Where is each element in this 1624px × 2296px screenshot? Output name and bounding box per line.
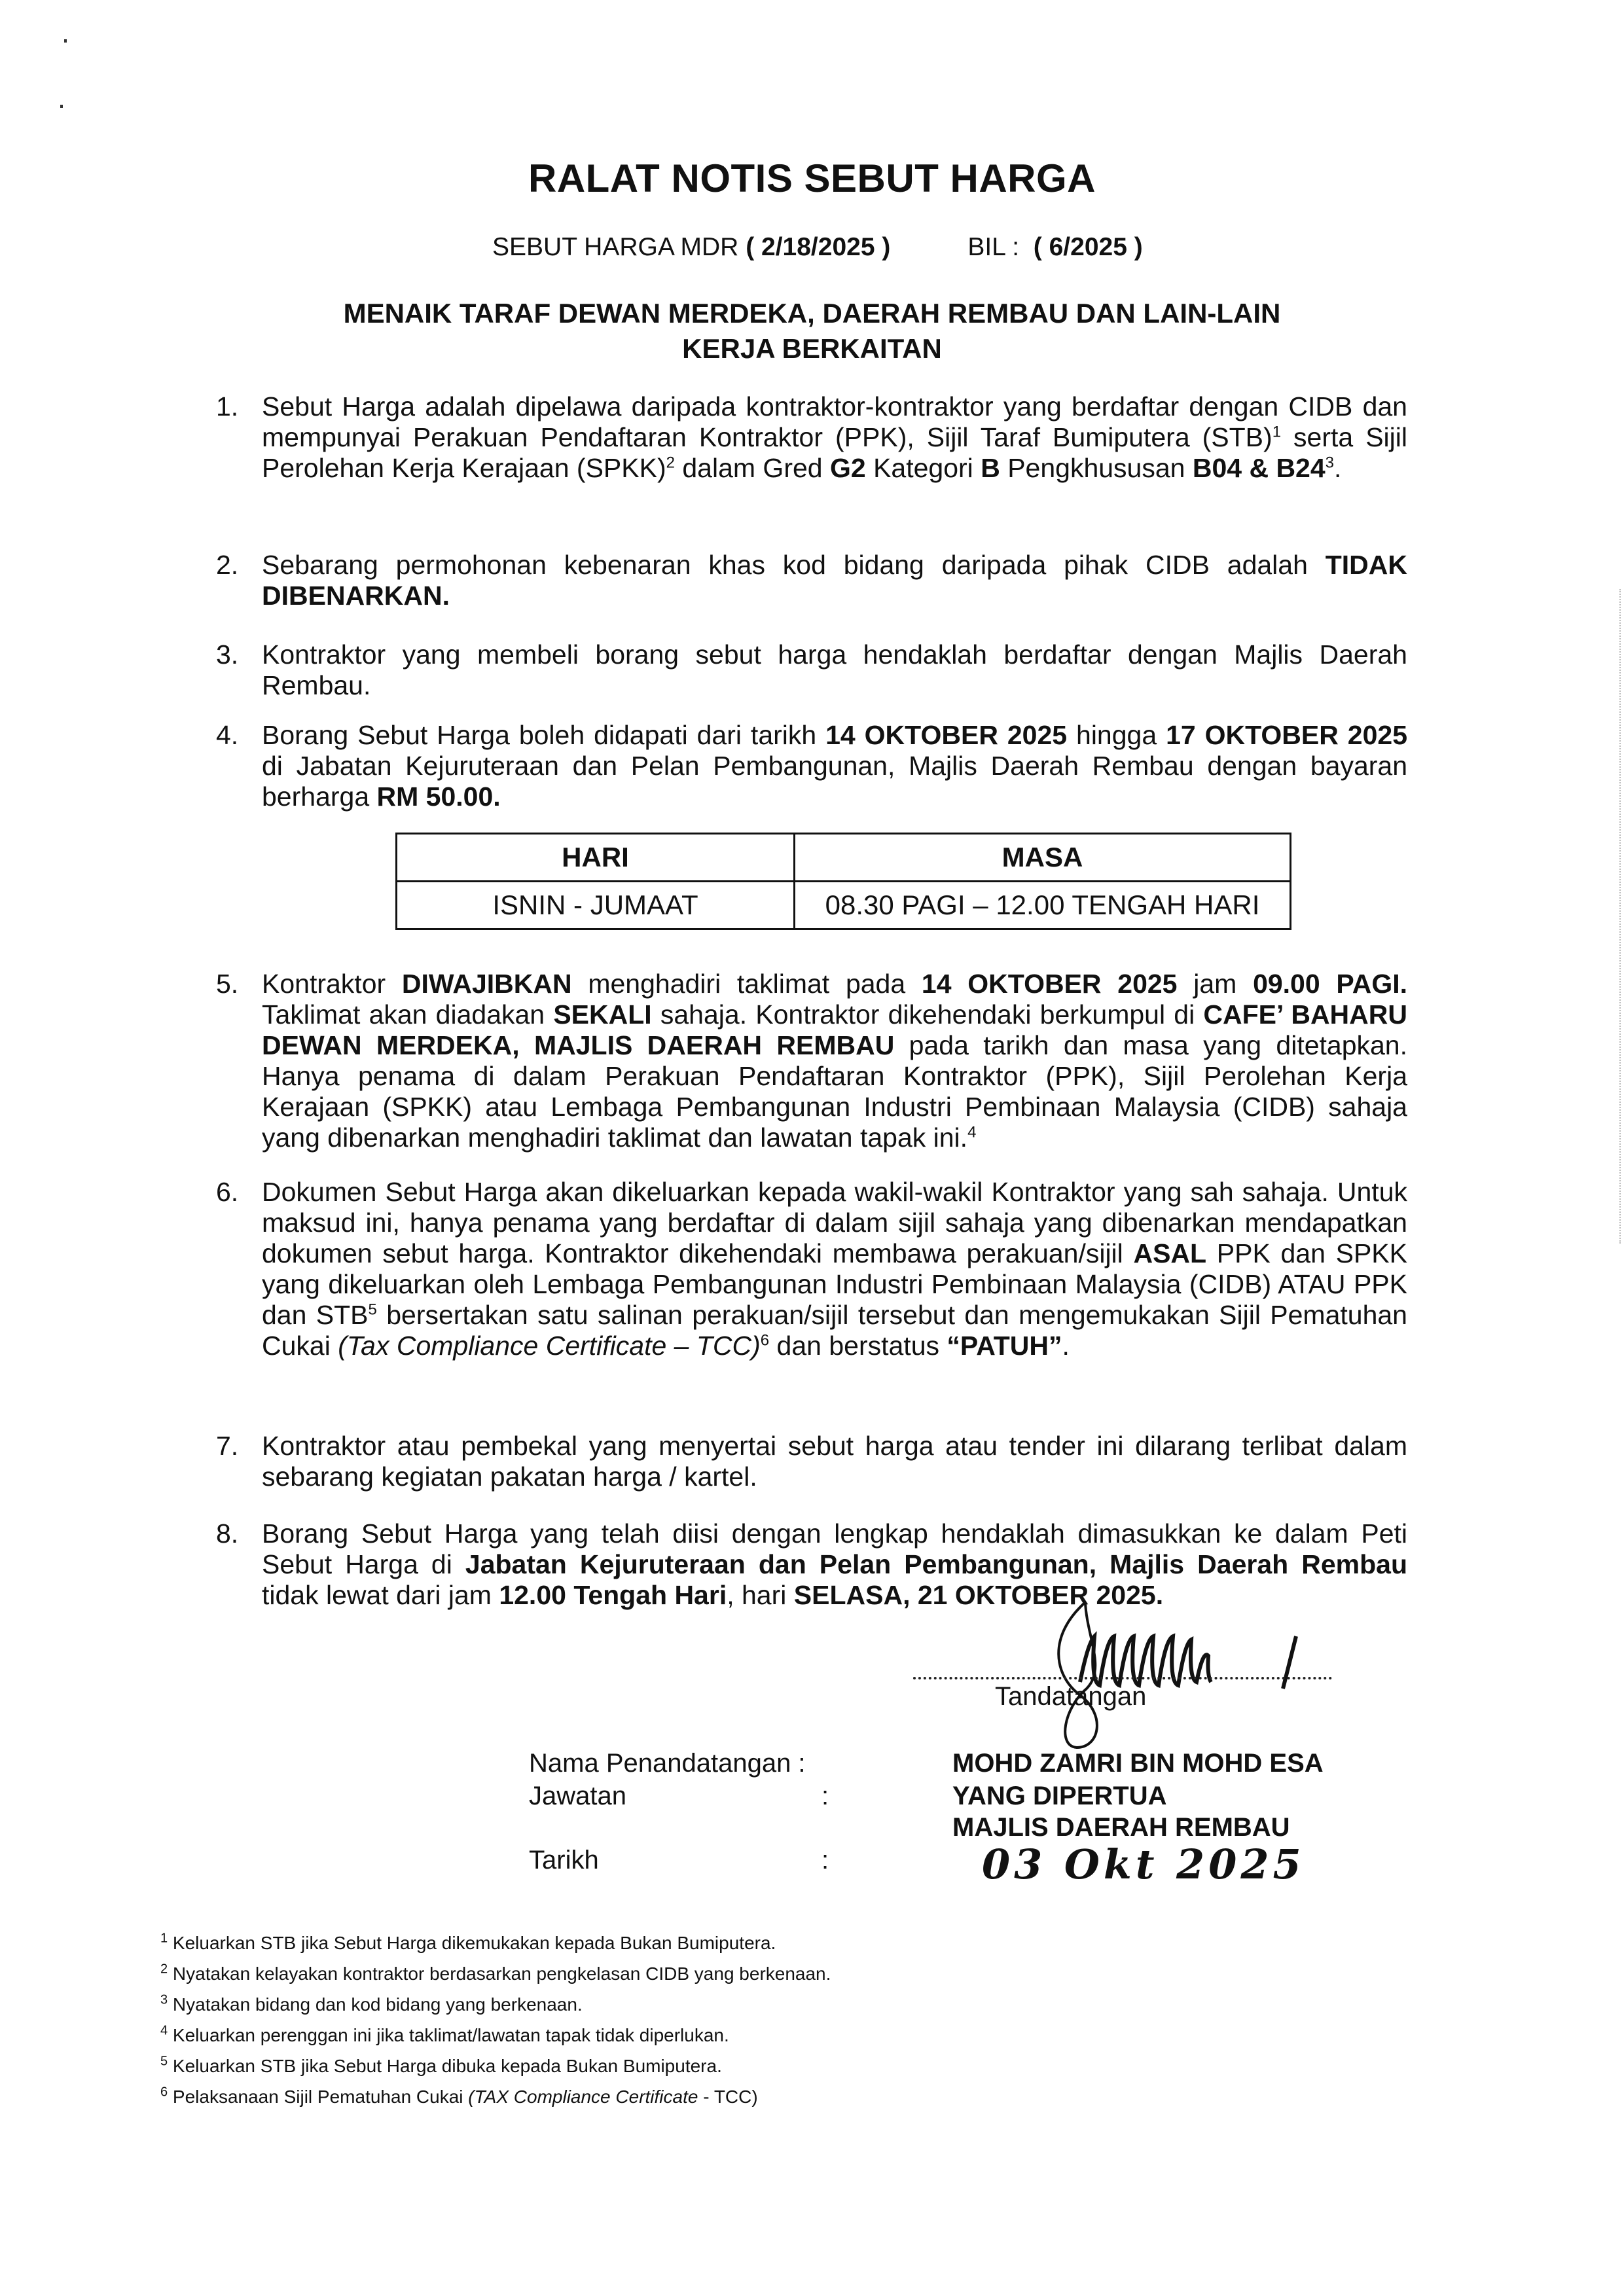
column-header-masa: MASA	[795, 834, 1291, 882]
footnote-marker: 1	[160, 1931, 168, 1946]
bil-number: ( 6/2025 )	[1033, 233, 1143, 261]
reference-label: SEBUT HARGA MDR	[492, 233, 739, 261]
item-number: 1.	[216, 391, 239, 422]
document-title: RALAT NOTIS SEBUT HARGA	[528, 156, 1096, 200]
scan-speck	[64, 39, 67, 43]
bil-label: BIL :	[967, 233, 1020, 261]
body-text: Kategori	[865, 453, 981, 483]
footnote-reference: 1	[1272, 423, 1282, 441]
footnote-tail: - TCC)	[698, 2087, 758, 2107]
date-colon: :	[821, 1846, 829, 1874]
body-text: Dokumen Sebut Harga akan dikeluarkan kepada wakil-wakil Kontraktor yang sah sahaja. Untuk maksud ini, hanya penama yang berdaftar di dalam sijil sahaja yang dibenarkan mendapatkan dokumen sebut harga. Kontraktor dikehendaki membawa perakuan/sijil	[262, 1177, 1407, 1268]
body-text: menghadiri taklimat pada	[571, 969, 922, 999]
item-text	[262, 969, 1407, 1153]
footnote-reference: 4	[967, 1123, 977, 1141]
body-text: .	[1062, 1331, 1070, 1361]
emphasis-text: CAFE’ BAHARU DEWAN MERDEKA, MAJLIS DAERAH REMBAU	[262, 999, 1407, 1060]
footnote-reference: 3	[1325, 454, 1335, 472]
footnote-4	[160, 2020, 831, 2051]
list-item	[216, 550, 1407, 611]
item-number: 4.	[216, 720, 239, 750]
position-value-line-1: YANG DIPERTUA	[952, 1782, 1167, 1810]
body-text: serta Sijil Perolehan Kerja Kerajaan (SPKK)	[262, 422, 1407, 483]
emphasis-text: 09.00 PAGI.	[1253, 969, 1407, 999]
list-item	[216, 720, 1407, 812]
body-text: .	[1334, 453, 1342, 483]
item-number: 8.	[216, 1518, 239, 1549]
item-text	[262, 1177, 1407, 1361]
item-text	[262, 720, 1407, 812]
italic-text: (Tax Compliance Certificate – TCC)	[338, 1331, 761, 1361]
body-text: hingga	[1067, 720, 1166, 750]
footnote-marker: 6	[160, 2085, 168, 2100]
signature-icon	[1008, 1597, 1348, 1754]
body-text: di Jabatan Kejuruteraan dan Pelan Pembangunan, Majlis Daerah Rembau dengan bayaran berharga	[262, 751, 1407, 812]
body-text: Kontraktor yang membeli borang sebut harga hendaklah berdaftar dengan Majlis Daerah Rembau.	[262, 639, 1407, 700]
footnote-text: Keluarkan STB jika Sebut Harga dikemukakan kepada Bukan Bumiputera.	[172, 1933, 776, 1953]
list-item	[216, 1177, 1407, 1361]
item-text	[262, 550, 1407, 611]
body-text: sahaja. Kontraktor dikehendaki berkumpul di	[651, 999, 1204, 1030]
list-item	[216, 969, 1407, 1153]
body-text: dan berstatus	[769, 1331, 947, 1361]
body-text: Taklimat akan diadakan	[262, 999, 554, 1030]
position-colon: :	[821, 1782, 829, 1810]
footnote-text: Nyatakan kelayakan kontraktor berdasarkan pengkelasan CIDB yang berkenaan.	[172, 1964, 831, 1984]
body-text: Kontraktor	[262, 969, 402, 999]
signatory-name: MOHD ZAMRI BIN MOHD ESA	[952, 1749, 1324, 1778]
heading-line-2: KERJA BERKAITAN	[682, 333, 942, 364]
footnote-marker: 4	[160, 2023, 168, 2038]
emphasis-text: G2	[829, 453, 866, 483]
footnote-marker: 3	[160, 1992, 168, 2007]
date-label: Tarikh	[529, 1846, 599, 1874]
item-text	[262, 639, 1407, 701]
reference-line	[492, 233, 1143, 262]
table-header-row	[397, 834, 1291, 882]
body-text: Sebarang permohonan kebenaran khas kod bidang daripada pihak CIDB adalah	[262, 550, 1326, 580]
emphasis-text: B	[981, 453, 1000, 483]
body-text: PPK dan SPKK yang dikeluarkan oleh Lembaga Pembangunan Industri Pembinaan Malaysia (CIDB) ATAU PPK dan STB	[262, 1238, 1407, 1330]
body-text: dalam Gred	[674, 453, 830, 483]
footnotes	[160, 1928, 831, 2112]
schedule-table	[395, 833, 1291, 930]
column-header-hari: HARI	[397, 834, 795, 882]
scan-speck	[60, 105, 63, 108]
emphasis-text: “PATUH”	[947, 1331, 1062, 1361]
item-number: 3.	[216, 639, 239, 670]
footnote-2	[160, 1958, 831, 1989]
handwritten-date: 03 Okt 2025	[982, 1840, 1305, 1888]
footnote-text: Keluarkan STB jika Sebut Harga dibuka kepada Bukan Bumiputera.	[172, 2056, 722, 2076]
body-text: , hari	[727, 1580, 794, 1610]
emphasis-text: TIDAK DIBENARKAN.	[262, 550, 1407, 611]
footnote-marker: 2	[160, 1962, 168, 1977]
list-item	[216, 639, 1407, 701]
signature-line	[913, 1677, 1332, 1679]
table-row	[397, 882, 1291, 929]
emphasis-text: DIWAJIBKAN	[401, 969, 572, 999]
emphasis-text: B04 & B24	[1192, 453, 1326, 483]
emphasis-text: 12.00 Tengah Hari	[499, 1580, 727, 1610]
item-number: 6.	[216, 1177, 239, 1207]
body-text: pada tarikh dan masa yang ditetapkan. Hanya penama di dalam Perakuan Pendaftaran Kontraktor (PPK), Sijil Perolehan Kerja Kerajaan (SPKK) atau Lembaga Pembangunan Industri Pembinaan Malaysia (CIDB) sahaja yang dibenarkan menghadiri taklimat dan lawatan tapak ini.	[262, 1030, 1407, 1153]
cell-hours: 08.30 PAGI – 12.00 TENGAH HARI	[795, 882, 1291, 929]
emphasis-text: 17 OKTOBER 2025	[1166, 720, 1408, 750]
list-item	[216, 1431, 1407, 1492]
body-text: Kontraktor atau pembekal yang menyertai sebut harga atau tender ini dilarang terlibat dalam sebarang kegiatan pakatan harga / kartel.	[262, 1431, 1407, 1492]
footnote-italic: (TAX Compliance Certificate	[468, 2087, 698, 2107]
emphasis-text: 14 OKTOBER 2025	[921, 969, 1178, 999]
footnote-text: Keluarkan perenggan ini jika taklimat/lawatan tapak tidak diperlukan.	[172, 2025, 729, 2045]
scan-edge-line	[1619, 589, 1621, 1244]
body-text: Pengkhususan	[1000, 453, 1193, 483]
body-text: Sebut Harga adalah dipelawa daripada kontraktor-kontraktor yang berdaftar dengan CIDB dan mempunyai Perakuan Pendaftaran Kontraktor (PPK), Sijil Taraf Bumiputera (STB)	[262, 391, 1407, 452]
emphasis-text: 14 OKTOBER 2025	[825, 720, 1068, 750]
item-number: 5.	[216, 969, 239, 999]
project-heading	[0, 296, 1624, 367]
body-text: Borang Sebut Harga boleh didapati dari tarikh	[262, 720, 826, 750]
reference-number: ( 2/18/2025 )	[746, 233, 891, 261]
signature-caption: Tandatangan	[995, 1682, 1147, 1711]
emphasis-text: SEKALI	[553, 999, 652, 1030]
position-value-line-2: MAJLIS DAERAH REMBAU	[952, 1813, 1290, 1842]
footnote-6	[160, 2081, 831, 2112]
body-text: tidak lewat dari jam	[262, 1580, 499, 1610]
position-label: Jawatan	[529, 1782, 626, 1810]
item-text	[262, 1431, 1407, 1492]
footnote-text: Nyatakan bidang dan kod bidang yang berkenaan.	[172, 1994, 583, 2015]
footnote-reference: 2	[666, 454, 675, 472]
item-text	[262, 391, 1407, 484]
emphasis-text: RM 50.00.	[376, 781, 501, 812]
body-text: Borang Sebut Harga yang telah diisi dengan lengkap hendaklah dimasukkan ke dalam Peti Sebut Harga di	[262, 1518, 1407, 1579]
body-text: jam	[1177, 969, 1254, 999]
cell-days: ISNIN - JUMAAT	[397, 882, 795, 929]
emphasis-text: SELASA, 21 OKTOBER 2025.	[793, 1580, 1164, 1610]
heading-line-1: MENAIK TARAF DEWAN MERDEKA, DAERAH REMBAU DAN LAIN-LAIN	[343, 298, 1281, 329]
footnote-1	[160, 1928, 831, 1958]
signatory-name-label: Nama Penandatangan :	[529, 1749, 806, 1778]
item-number: 7.	[216, 1431, 239, 1461]
emphasis-text: Jabatan Kejuruteraan dan Pelan Pembangunan, Majlis Daerah Rembau	[465, 1549, 1407, 1579]
footnote-text: Pelaksanaan Sijil Pematuhan Cukai	[172, 2087, 469, 2107]
footnote-reference: 6	[760, 1331, 770, 1350]
emphasis-text: ASAL	[1133, 1238, 1207, 1268]
footnote-5	[160, 2051, 831, 2081]
footnote-marker: 5	[160, 2054, 168, 2069]
body-text: bersertakan satu salinan perakuan/sijil tersebut dan mengemukakan Sijil Pematuhan Cukai	[262, 1300, 1407, 1361]
footnote-3	[160, 1989, 831, 2020]
footnote-reference: 5	[368, 1300, 377, 1319]
item-number: 2.	[216, 550, 239, 580]
list-item	[216, 391, 1407, 484]
